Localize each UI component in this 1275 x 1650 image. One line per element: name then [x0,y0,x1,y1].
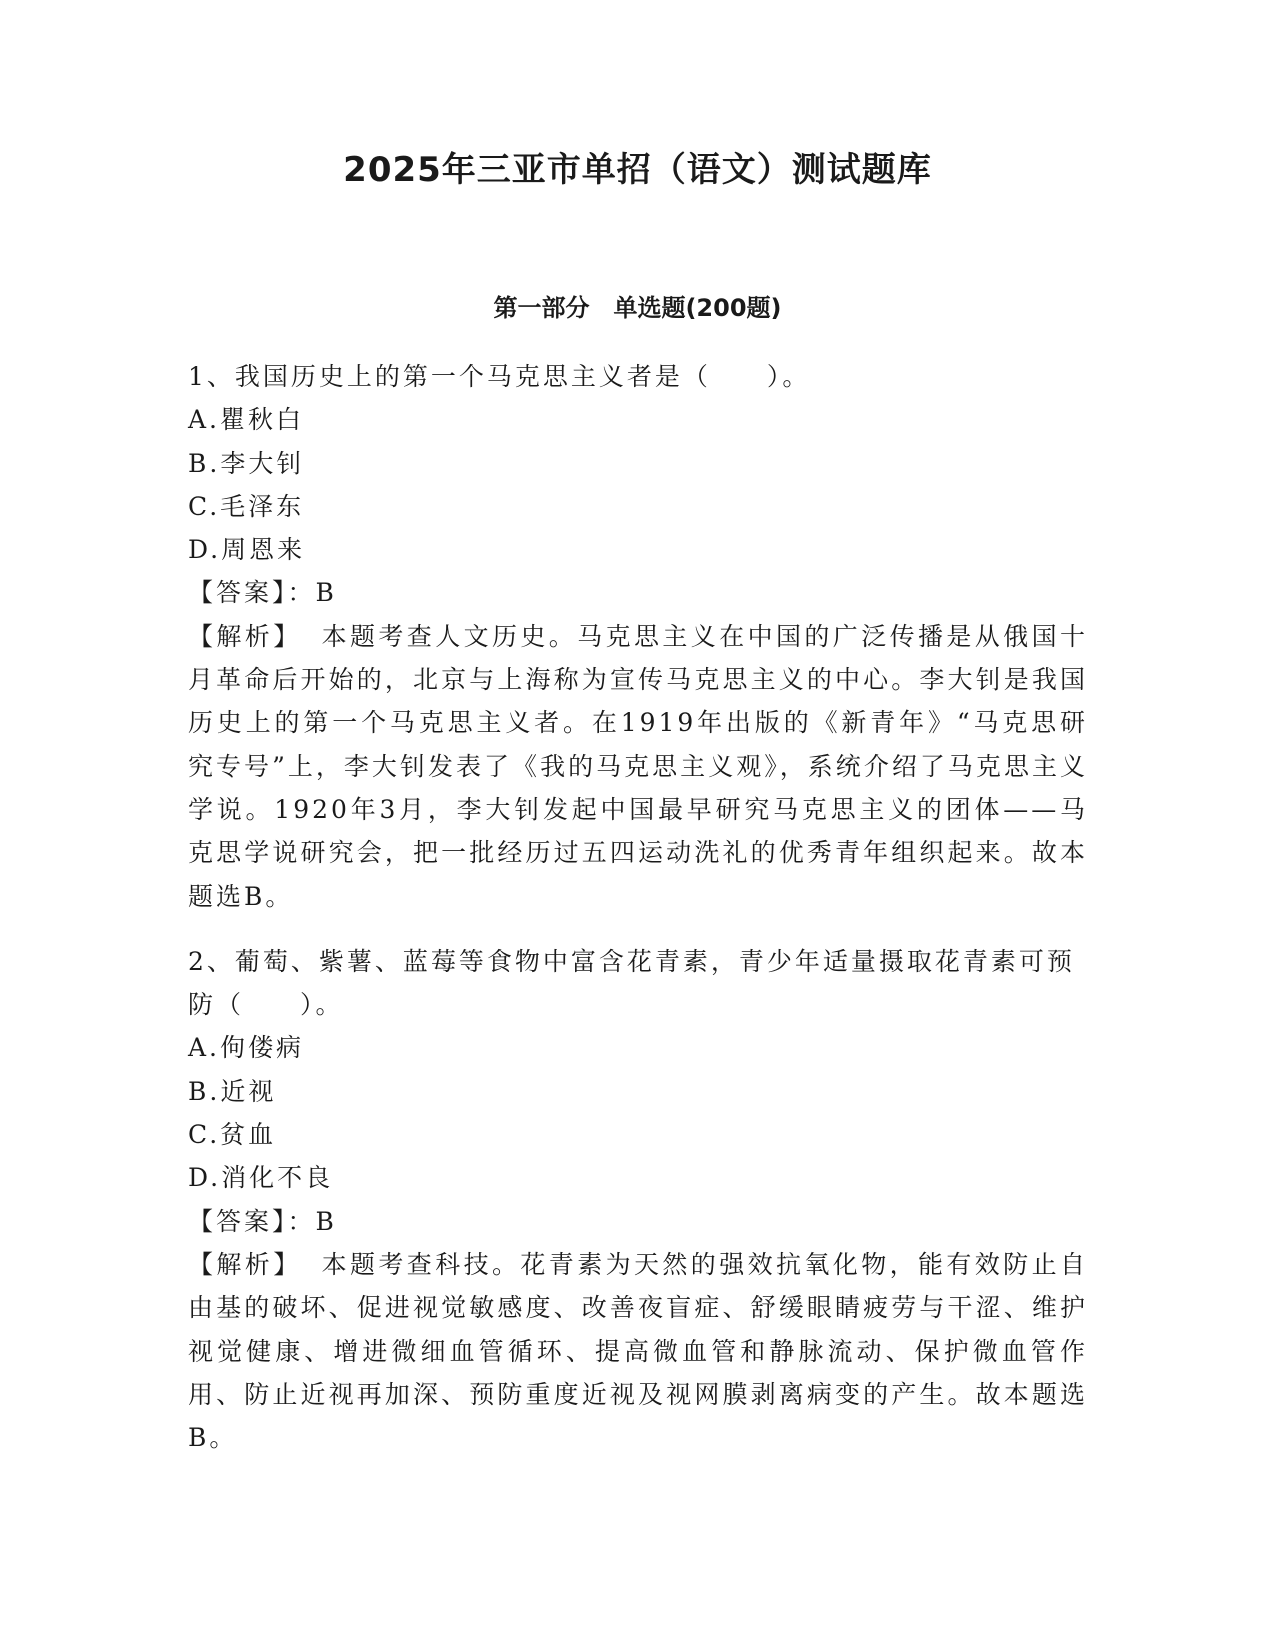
option-c: C.毛泽东 [188,491,305,521]
option-b: B.李大钊 [188,448,305,478]
analysis-paragraph [188,1243,1088,1459]
question-list [188,355,1088,1481]
question-2 [188,940,1088,1460]
option-c: C.贫血 [188,1120,277,1150]
section-title: 第一部分 单选题(200题) [493,294,782,322]
option-a: A.瞿秋白 [188,405,305,435]
analysis-text: 本题考查人文历史。马克思主义在中国的广泛传播是从俄国十月革命后开始的，北京与上海称为宣传马克思主义的中心。李大钊是我国历史上的第一个马克思主义者。在1919年出版的《新青年》“马克思研究专号”上，李大钊发表了《我的马克思主义观》，系统介绍了马克思主义学说。1920年3月，李大钊发起中国最早研究马克思主义的团体——马克思学说研究会，把一批经历过五四运动洗礼的优秀青年组织起来。故本题选B。 [188,621,1088,911]
question-stem: 2、葡萄、紫薯、蓝莓等食物中富含花青素，青少年适量摄取花青素可预防（ ）。 [188,946,1075,1020]
option-d: D.消化不良 [188,1163,334,1193]
analysis-label: 【解析】 [188,1249,302,1279]
option-b: B.近视 [188,1076,277,1106]
analysis-paragraph [188,615,1088,918]
question-stem: 1、我国历史上的第一个马克思主义者是（ ）。 [188,362,811,391]
answer-line: 【答案】：B [188,578,337,608]
analysis-text: 本题考查科技。花青素为天然的强效抗氧化物，能有效防止自由基的破坏、促进视觉敏感度、改善夜盲症、舒缓眼睛疲劳与干涩、维护视觉健康、增进微细血管循环、提高微血管和静脉流动、保护微血管作用、防止近视再加深、预防重度近视及视网膜剥离病变的产生。故本题选B。 [188,1249,1088,1453]
option-d: D.周恩来 [188,535,306,565]
analysis-label: 【解析】 [188,621,302,651]
answer-line: 【答案】：B [188,1206,337,1236]
question-1 [188,355,1088,918]
document-title: 2025年三亚市单招（语文）测试题库 [343,150,932,190]
option-a: A.佝偻病 [188,1033,305,1063]
